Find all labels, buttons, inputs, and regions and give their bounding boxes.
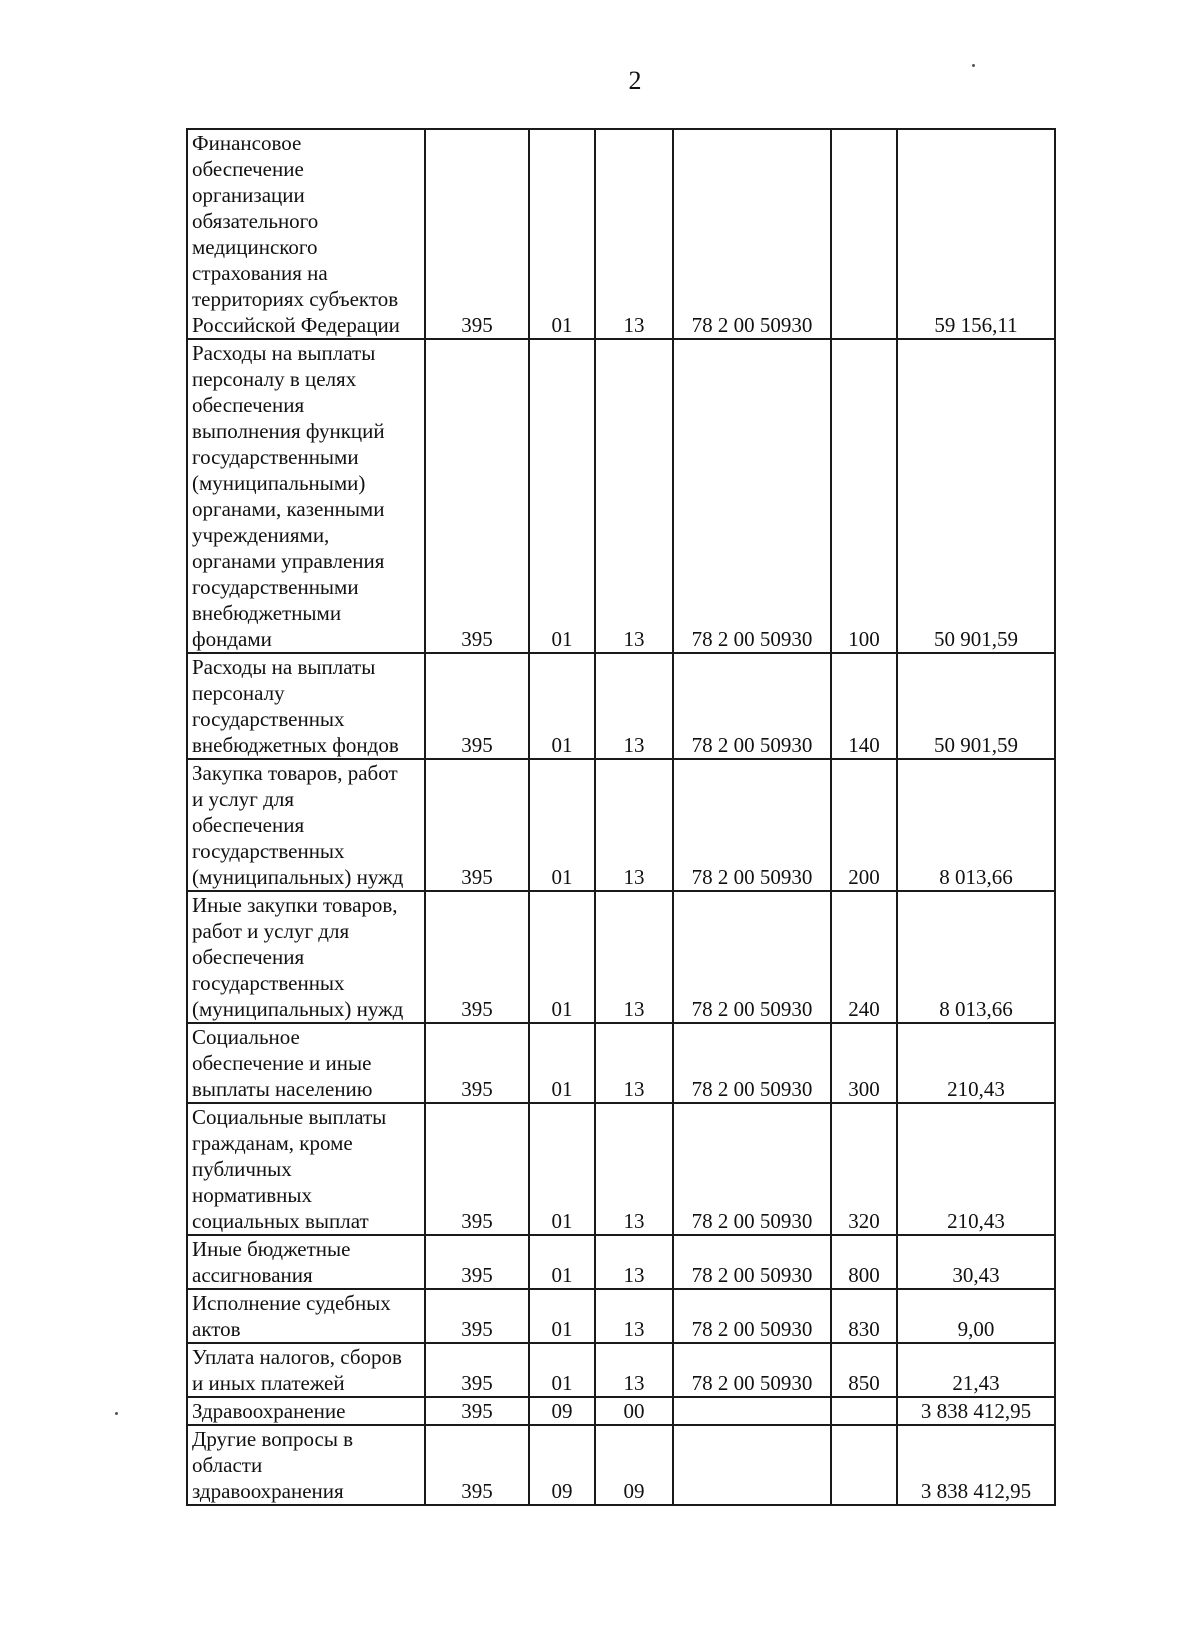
target-article-code: 78 2 00 50930 — [673, 339, 831, 653]
row-name: Социальные выплаты гражданам, кроме публичных нормативных социальных выплат — [187, 1103, 425, 1235]
expense-type-code: 240 — [831, 891, 897, 1023]
row-name: Иные бюджетные ассигнования — [187, 1235, 425, 1289]
amount: 8 013,66 — [897, 759, 1055, 891]
subsection-code: 13 — [595, 1289, 673, 1343]
target-article-code: 78 2 00 50930 — [673, 653, 831, 759]
target-article-code: 78 2 00 50930 — [673, 1103, 831, 1235]
section-code: 01 — [529, 129, 595, 339]
subsection-code: 13 — [595, 653, 673, 759]
table-row — [187, 653, 1055, 759]
row-name: Расходы на выплаты персоналу государственных внебюджетных фондов — [187, 653, 425, 759]
row-name: Социальное обеспечение и иные выплаты населению — [187, 1023, 425, 1103]
row-name: Уплата налогов, сборов и иных платежей — [187, 1343, 425, 1397]
target-article-code: 78 2 00 50930 — [673, 1343, 831, 1397]
target-article-code: 78 2 00 50930 — [673, 891, 831, 1023]
section-code: 01 — [529, 891, 595, 1023]
dept-code: 395 — [425, 1023, 529, 1103]
subsection-code: 13 — [595, 129, 673, 339]
section-code: 09 — [529, 1397, 595, 1425]
section-code: 01 — [529, 1023, 595, 1103]
dept-code: 395 — [425, 891, 529, 1023]
section-code: 01 — [529, 759, 595, 891]
row-name: Расходы на выплаты персоналу в целях обеспечения выполнения функций государственными (муниципальными) органами, казенными учреждениями, органами управления государственными внебюджетными фондами — [187, 339, 425, 653]
table-row — [187, 129, 1055, 339]
budget-table — [186, 128, 1056, 1506]
expense-type-code — [831, 129, 897, 339]
table-row — [187, 1235, 1055, 1289]
amount: 210,43 — [897, 1103, 1055, 1235]
expense-type-code: 100 — [831, 339, 897, 653]
section-code: 01 — [529, 339, 595, 653]
section-code: 01 — [529, 653, 595, 759]
expense-type-code: 830 — [831, 1289, 897, 1343]
dept-code: 395 — [425, 1343, 529, 1397]
amount: 3 838 412,95 — [897, 1397, 1055, 1425]
section-code: 01 — [529, 1235, 595, 1289]
subsection-code: 13 — [595, 1343, 673, 1397]
scan-speck — [972, 64, 975, 67]
section-code: 01 — [529, 1289, 595, 1343]
expense-type-code — [831, 1397, 897, 1425]
table-row — [187, 1397, 1055, 1425]
table-row — [187, 1343, 1055, 1397]
budget-table-body — [187, 129, 1055, 1505]
row-name: Здравоохранение — [187, 1397, 425, 1425]
target-article-code: 78 2 00 50930 — [673, 1235, 831, 1289]
subsection-code: 13 — [595, 759, 673, 891]
target-article-code: 78 2 00 50930 — [673, 1289, 831, 1343]
subsection-code: 00 — [595, 1397, 673, 1425]
dept-code: 395 — [425, 1425, 529, 1505]
subsection-code: 13 — [595, 1023, 673, 1103]
amount: 50 901,59 — [897, 339, 1055, 653]
row-name: Исполнение судебных актов — [187, 1289, 425, 1343]
dept-code: 395 — [425, 1235, 529, 1289]
row-name: Иные закупки товаров, работ и услуг для обеспечения государственных (муниципальных) нужд — [187, 891, 425, 1023]
target-article-code: 78 2 00 50930 — [673, 1023, 831, 1103]
amount: 8 013,66 — [897, 891, 1055, 1023]
row-name: Финансовое обеспечение организации обязательного медицинского страхования на территориях субъектов Российской Федерации — [187, 129, 425, 339]
target-article-code — [673, 1425, 831, 1505]
subsection-code: 13 — [595, 339, 673, 653]
expense-type-code: 200 — [831, 759, 897, 891]
dept-code: 395 — [425, 1103, 529, 1235]
table-row — [187, 759, 1055, 891]
target-article-code: 78 2 00 50930 — [673, 759, 831, 891]
scan-speck — [115, 1412, 118, 1415]
amount: 9,00 — [897, 1289, 1055, 1343]
subsection-code: 09 — [595, 1425, 673, 1505]
expense-type-code: 140 — [831, 653, 897, 759]
amount: 50 901,59 — [897, 653, 1055, 759]
dept-code: 395 — [425, 129, 529, 339]
page-number: 2 — [628, 66, 642, 95]
table-row — [187, 1023, 1055, 1103]
table-row — [187, 1425, 1055, 1505]
section-code: 01 — [529, 1103, 595, 1235]
expense-type-code: 850 — [831, 1343, 897, 1397]
expense-type-code: 320 — [831, 1103, 897, 1235]
amount: 21,43 — [897, 1343, 1055, 1397]
section-code: 01 — [529, 1343, 595, 1397]
table-row — [187, 1103, 1055, 1235]
target-article-code: 78 2 00 50930 — [673, 129, 831, 339]
amount: 30,43 — [897, 1235, 1055, 1289]
dept-code: 395 — [425, 1289, 529, 1343]
amount: 210,43 — [897, 1023, 1055, 1103]
expense-type-code: 300 — [831, 1023, 897, 1103]
expense-type-code — [831, 1425, 897, 1505]
dept-code: 395 — [425, 653, 529, 759]
section-code: 09 — [529, 1425, 595, 1505]
expense-type-code: 800 — [831, 1235, 897, 1289]
dept-code: 395 — [425, 339, 529, 653]
row-name: Другие вопросы в области здравоохранения — [187, 1425, 425, 1505]
target-article-code — [673, 1397, 831, 1425]
table-row — [187, 1289, 1055, 1343]
dept-code: 395 — [425, 759, 529, 891]
row-name: Закупка товаров, работ и услуг для обеспечения государственных (муниципальных) нужд — [187, 759, 425, 891]
table-row — [187, 891, 1055, 1023]
subsection-code: 13 — [595, 1103, 673, 1235]
amount: 59 156,11 — [897, 129, 1055, 339]
amount: 3 838 412,95 — [897, 1425, 1055, 1505]
subsection-code: 13 — [595, 891, 673, 1023]
table-row — [187, 339, 1055, 653]
dept-code: 395 — [425, 1397, 529, 1425]
subsection-code: 13 — [595, 1235, 673, 1289]
